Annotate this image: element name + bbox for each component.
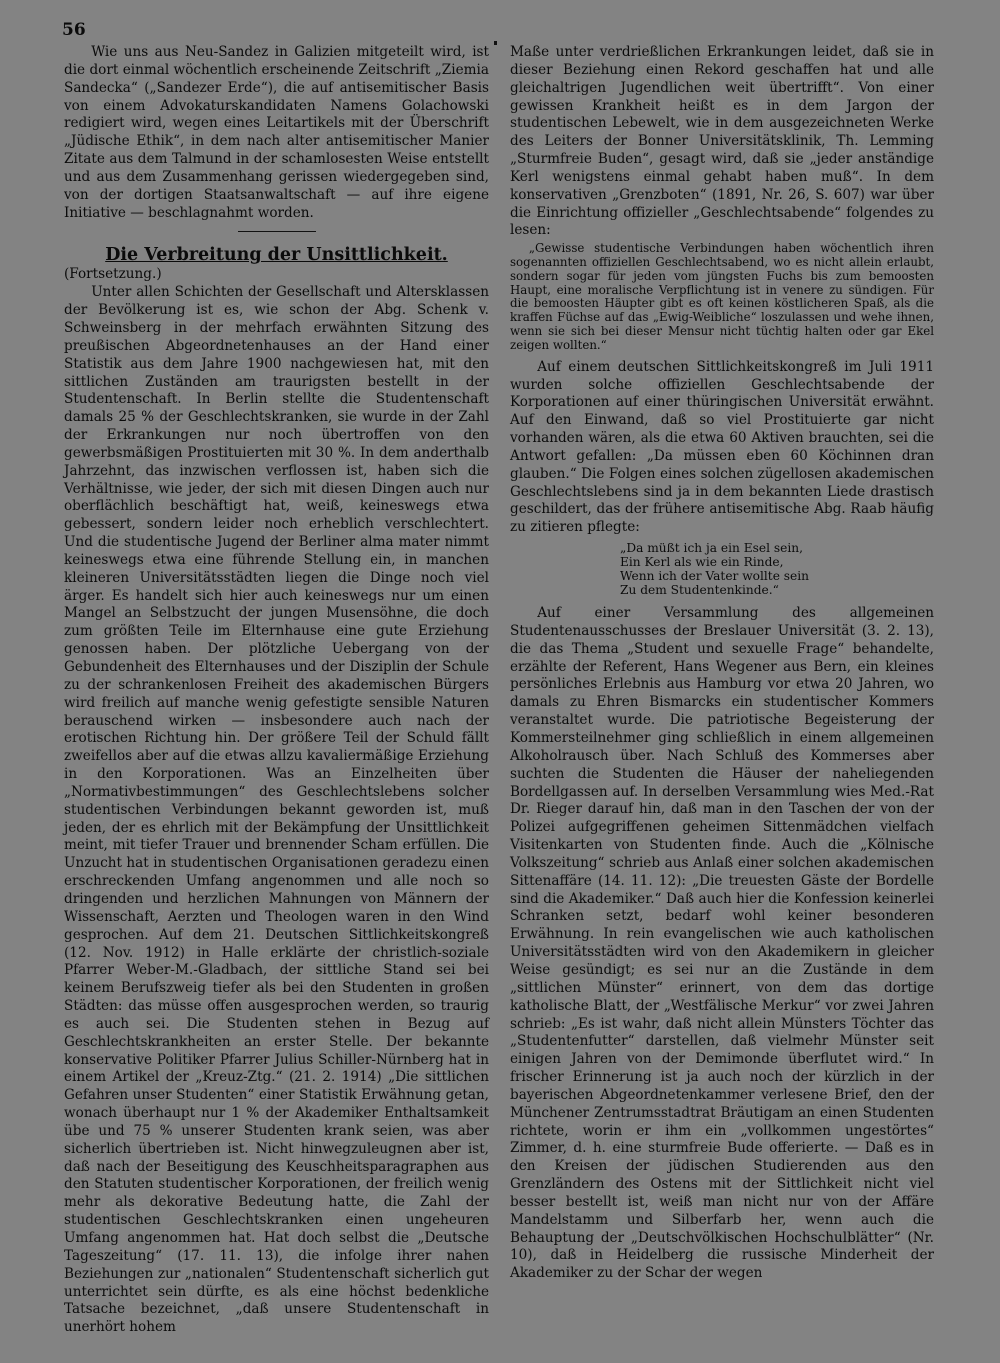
page-number: 56: [62, 20, 86, 40]
quote-text: „Gewisse studentische Verbindungen haben wöchentlich ihren sogenannten offiziellen Geschlechtsabend, wo es nicht allein erlaubt, sondern sogar für jeden vom jüngsten Fuchs bis zum bemoosten Haupt, eine moralische Verpflichtung ist in venere zu sündigen. Für die bemoosten Häupter gibt es oft keinen köstlicheren Spaß, als die kraffen Füchse auf das „Ewig-Weibliche“ loszulassen und wehe ihnen, wenn sie sich bei dieser Mensur nicht tüchtig halten oder gar Ekel zeigen wollten.“: [510, 241, 934, 352]
body-paragraph-2: Auf einem deutschen Sittlichkeitskongreß im Juli 1911 wurden solche offiziellen Geschlechtsabende der Korporationen auf einer thüringischen Universität erwähnt. Auf den Einwand, daß so viel Prostituierte gar nicht vorhanden wären, als die etwa 60 Aktiven brauchten, sei die Antwort gefallen: „Da müssen eben 60 Köchinnen dran glauben.“ Die Folgen eines solchen zügellosen akademischen Geschlechtslebens sind ja in dem bekannten Liede drastisch geschildert, das der frühere antisemitische Abg. Raab häufig zu zitieren pflegte:: [510, 358, 934, 536]
verse-line: Wenn ich der Vater wollte sein: [620, 569, 809, 584]
body-paragraph-3: Auf einer Versammlung des allgemeinen Studentenausschusses der Breslauer Universität (3. 2. 13), die das Thema „Student und sexuelle Frage“ behandelte, erzählte der Referent, Hans Wegener aus Bern, ein kleines persönliches Erlebnis aus Hamburg vor etwa 20 Jahren, wo damals zu Ehren Bismarcks ein studentischer Kommers veranstaltet wurde. Die patriotische Begeisterung der Kommersteilnehmer ging schließlich in einem allgemeinen Alkoholrausch über. Nach Schluß des Kommerses aber suchten die Studenten die Häuser der naheliegenden Bordellgassen auf. In derselben Versammlung wies Med.-Rat Dr. Rieger darauf hin, daß man in den Taschen der von der Polizei aufgegriffenen geheimen Sittenmädchen vielfach Visitenkarten von Studenten finde. Auch die „Kölnische Volkszeitung“ schrieb aus Anlaß einer solchen akademischen Sittenaffäre (14. 11. 12): „Die treuesten Gäste der Bordelle sind die Akademiker.“ Daß auch hier die Konfession keinerlei Schranken setzt, bedarf wohl keiner besonderen Erwähnung. In rein evangelischen wie auch katholischen Universitätsstädten wird von den Akademikern in gleicher Weise gesündigt; es sei nur an die Zustände in dem „sittlichen Münster“ erinnert, von dem das dortige katholische Blatt, der „Westfälische Merkur“ vor zwei Jahren schrieb: „Es ist wahr, daß nicht allein Münsters Töchter das „Studentenfutter“ darstellen, daß vielmehr Münster seit einigen Jahren von der Demimonde überflutet wird.“ In frischer Erinnerung ist ja auch noch der kürzlich in der bayerischen Abgeordnetenkammer verlesene Brief, den der Münchener Zentrumsstadtrat Bräutigam an einen Studenten richtete, worin er ihm ein „vollkommen ungestörtes“ Zimmer, d. h. eine sturmfreie Bude offerierte. — Daß es in den Kreisen der jüdischen Studierenden aus den Grenzländern des Ostens mit der Sittlichkeit nicht viel besser bestellt ist, weiß man nicht nur von der Affäre Mandelstamm und Silberfarb her, wenn auch die Behauptung der „Deutschvölkischen Hochschulblätter“ (Nr. 10), daß in Heidelberg die russische Minderheit der Akademiker zu der Schar der wegen: [510, 605, 934, 1282]
verse-quote: [620, 541, 934, 597]
article-subheading: (Fortsetzung.): [64, 266, 162, 283]
left-column: [64, 44, 489, 1337]
right-column: [510, 44, 934, 1283]
verse-line: Zu dem Studentenkinde.“: [620, 583, 779, 598]
article-body-paragraph: Unter allen Schichten der Gesellschaft und Altersklassen der Bevölkerung ist es, wie schon der Abg. Schenk v. Schweinsberg in der mehrfach erwähnten Sitzung des preußischen Abgeordnetenhauses an der Hand einer Statistik aus dem Jahre 1900 nachgewiesen hat, mit den sittlichen Zuständen am traurigsten bestellt in der Studentenschaft. In Berlin stellte die Studentenschaft damals 25 % der Geschlechtskranken, sie wurde in der Zahl der Erkrankungen nur noch übertroffen von den gewerbsmäßigen Prostituierten mit 30 %. In dem anderthalb Jahrzehnt, das inzwischen verflossen ist, haben sich die Verhältnisse, wie jeder, der sich mit diesen Dingen auch nur oberflächlich beschäftigt hat, weiß, keineswegs etwa gebessert, sondern leider noch erheblich verschlechtert. Und die studentische Jugend der Berliner alma mater nimmt keineswegs etwa eine führende Stellung ein, in manchen kleineren Universitätsstädten liegen die Dinge noch viel ärger. Es handelt sich hier auch keineswegs nur um einen Mangel an Selbstzucht der jungen Musensöhne, die doch zum größten Teile im Elternhause eine gute Erziehung genossen haben. Der plötzliche Uebergang von der Gebundenheit des Elternhauses und der Disziplin der Schule zu der schrankenlosen Freiheit des akademischen Bürgers wird freilich auf manche wenig gefestigte sensible Naturen berauschend wirken — insbesondere auch nach der erotischen Richtung hin. Der größere Teil der Schuld fällt zweifellos aber auf die etwas allzu kavaliermäßige Erziehung in den Korporationen. Was an Einzelheiten über „Normativbestimmungen“ des Geschlechtslebens solcher studentischen Verbindungen bekannt geworden ist, muß jeden, der es ehrlich mit der Bekämpfung der Unsittlichkeit meint, mit tiefer Trauer und brennender Scham erfüllen. Die Unzucht hat in studentischen Organisationen geradezu einen erschreckenden Umfang angenommen und alle noch so dringenden und herzlichen Mahnungen von Männern der Wissenschaft, Aerzten und Theologen waren in den Wind gesprochen. Auf dem 21. Deutschen Sittlichkeitskongreß (12. Nov. 1912) in Halle erklärte der christlich-soziale Pfarrer Weber-M.-Gladbach, der sittliche Stand sei bei keinem Berufszweig tiefer als bei den Studenten in großen Städten: das müsse offen ausgesprochen werden, so traurig es auch sei. Die Studenten stehen in Bezug auf Geschlechtskrankheiten an erster Stelle. Der bekannte konservative Politiker Pfarrer Julius Schiller-Nürnberg hat in einem Artikel der „Kreuz-Ztg.“ (21. 2. 1914) „Die sittlichen Gefahren unser Studenten“ einer Statistik Erwähnung getan, wonach überhaupt nur 1 % der Akademiker Enthaltsamkeit übe und 75 % unserer Studenten krank seien, was aber sicherlich übertrieben ist. Nicht hinwegzuleugnen aber ist, daß nach der Beseitigung des Keuschheitsparagraphen aus den Statuten studentischer Korporationen, der freilich wenig mehr als dekorative Bedeutung hatte, die Zahl der studentischen Geschlechtskranken einen ungeheuren Umfang angenommen hat. Hat doch selbst die „Deutsche Tageszeitung“ (17. 11. 13), die infolge ihrer nahen Beziehungen zur „nationalen“ Studentenschaft sicherlich gut unterrichtet sein dürfte, es als eine höchst bedenkliche Tatsache bezeichnet, „daß unsere Studentenschaft in unerhört hohem: [64, 284, 489, 1336]
verse-line: Ein Kerl als wie ein Rinde,: [620, 555, 784, 570]
intro-paragraph: Wie uns aus Neu-Sandez in Galizien mitgeteilt wird, ist die dort einmal wöchentlich erscheinende Zeitschrift „Ziemia Sandecka“ („Sandezer Erde“), die auf antisemitischer Basis von einem Advokaturskandidaten Namens Golachowski redigiert wird, wegen eines Leitartikels mit der Überschrift „Jüdische Ethik“, in dem nach alter antisemitischer Manier Zitate aus dem Talmund in der schamlosesten Weise entstellt und aus dem Zusammenhang gerissen wiedergegeben sind, von der dortigen Staatsanwaltschaft — auf ihre eigene Initiative — beschlagnahmt worden.: [64, 44, 489, 221]
article-heading: Die Verbreitung der Unsittlichkeit.: [105, 245, 448, 266]
block-quote: [510, 242, 934, 352]
continuation-paragraph: Maße unter verdrießlichen Erkrankungen leidet, daß sie in dieser Beziehung einen Rekord geschaffen hat und alle gleichaltrigen Jugendlichen weit übertrifft“. Von einer gewissen Krankheit heißt es in dem Jargon der studentischen Lebewelt, wie in dem ausgezeichneten Werke des Leiters der Bonner Universitätsklinik, Th. Lemming „Sturmfreie Buden“, gesagt wird, daß sie „jeder anständige Kerl wenigstens einmal gehabt haben muß“. In dem konservativen „Grenzboten“ (1891, Nr. 26, S. 607) war über die Einrichtung offizieller „Geschlechtsabende“ folgendes zu lesen:: [510, 44, 934, 239]
verse-line: „Da müßt ich ja ein Esel sein,: [620, 541, 803, 556]
column-rule-mark: [494, 41, 497, 45]
section-divider: [238, 231, 316, 232]
